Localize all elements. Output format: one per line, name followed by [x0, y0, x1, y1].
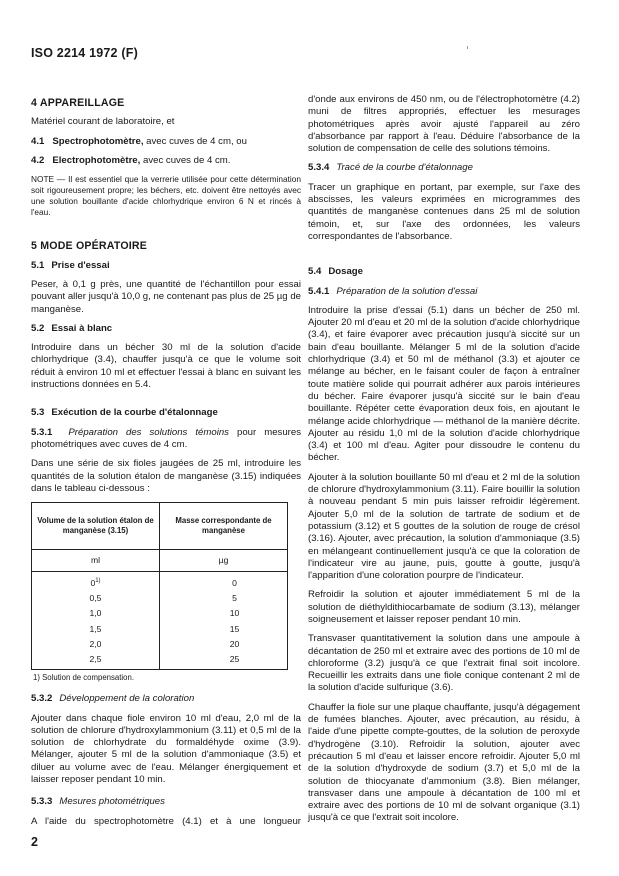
section-5-3-3-number: 5.3.3	[31, 796, 53, 808]
section-4-1-text: avec cuves de 4 cm, ou	[143, 135, 247, 147]
section-5-4-1-title: Préparation de la solution d'essai	[336, 285, 478, 297]
section-5-3-1-lead: pour mesures photométriques avec cuves de 4 cm.	[31, 426, 301, 450]
section-5-4-1-paragraph: Chauffer la fiole sur une plaque chauffante, jusqu'à dégagement de fumées blanches. Ajouter, avec précaution, au résidu, à l'aide d'une pipette compte-gouttes, de la solution de peroxyde d'hydrogène (3.10). Refroidir la solution, ajouter avec précaution 5 ml d'eau et laisser encore refroidir. Ajouter 5,0 ml de la solution d'hydroxyde de sodium (3.7) et 5,0 ml de la solution de thiocyanate d'ammonium (3.8). Bien mélanger, transvaser dans une ampoule à décantation de 100 ml et extraire avec des portions de 10 ml de solvant organique (3.1) jusqu'à ce que l'extrait soit incolore.	[308, 701, 580, 824]
table-cell-mass: 15	[160, 621, 288, 636]
section-4-1	[31, 136, 301, 148]
table-cell-volume: 1,5	[32, 621, 160, 636]
section-5-3-1-title: Préparation des solutions témoins	[68, 426, 229, 438]
section-4-intro: Matériel courant de laboratoire, et	[31, 116, 175, 128]
section-5-3-3-continued: d'onde aux environs de 450 nm, ou de l'électrophotomètre (4.2) muni de filtres appropriés, effectuer les mesurages photométriques après avoir ajusté l'appareil au zéro d'absorbance par rapport à l'eau. Déduire l'absorbance de la solution de compensation de celle des solutions témoins.	[308, 94, 580, 155]
table-row	[32, 652, 288, 670]
section-5-3-2-text: Ajouter dans chaque fiole environ 10 ml d'eau, 2,0 ml de la solution de chlorure d'hydroxylammonium (3.11) et 0,5 ml de la solution de chlorhydrate du formaldéhyde oxime (3.9). Mélanger, ajouter 5 ml de la solution d'ammoniaque (3.5) et diluer au volume avec de l'eau. Mélanger énergiquement et laisser reposer pendant 10 min.	[31, 712, 301, 785]
section-4-1-title: Spectrophotomètre,	[52, 135, 144, 147]
section-5-4-1-number: 5.4.1	[308, 285, 330, 297]
section-5-3-4-heading	[308, 162, 580, 174]
section-5-1-heading	[31, 260, 301, 272]
section-5-3-2-number: 5.3.2	[31, 693, 53, 705]
table-cell-mass: 0	[160, 572, 288, 591]
scan-artifact	[467, 46, 468, 49]
section-5-3-number: 5.3	[31, 407, 45, 419]
section-5-3-1-text: Dans une série de six fioles jaugées de 25 ml, introduire les quantités de la solution étalon de manganèse (3.15) indiquées dans le tableau ci-dessous :	[31, 458, 301, 494]
table-header-volume: Volume de la solution étalon de manganèse (3.15)	[32, 503, 160, 550]
table-row	[32, 572, 288, 591]
section-5-3-heading	[31, 407, 301, 419]
page-number: 2	[31, 835, 38, 849]
table-cell-volume: 2,0	[32, 636, 160, 651]
section-5-4-1-paragraph: Transvaser quantitativement la solution dans une ampoule à décantation de 250 ml et extraire avec des portions de 10 ml de chloroforme (3.2) jusqu'à ce que l'extrait final soit incolore. Recueillir les extraits dans une fiole conique contenant 2 ml de la solution d'acide sulfurique (3.6).	[308, 633, 580, 694]
section-5-3-1	[31, 427, 301, 452]
footnote-marker: 1)	[95, 577, 101, 584]
section-4-2-number: 4.2	[31, 154, 45, 166]
section-5-3-4-number: 5.3.4	[308, 162, 330, 174]
section-5-3-2-heading	[31, 693, 301, 705]
section-5-3-2-title: Développement de la coloration	[59, 693, 195, 705]
section-4-title: 4 APPAREILLAGE	[31, 97, 125, 109]
table-cell-volume: 2,5	[32, 652, 160, 670]
section-5-4-title: Dosage	[328, 266, 363, 278]
table-cell-mass: 20	[160, 636, 288, 651]
section-5-4-1-heading	[308, 286, 580, 298]
volume-value: 0	[90, 577, 96, 588]
table-unit-mass: µg	[160, 550, 288, 572]
table-cell-volume: 0,5	[32, 590, 160, 605]
section-4-2	[31, 155, 301, 167]
table-unit-volume: ml	[32, 550, 160, 572]
table-row	[32, 621, 288, 636]
section-5-1-title: Prise d'essai	[51, 259, 110, 271]
section-5-4-1-paragraph: Refroidir la solution et ajouter immédiatement 5 ml de la solution de diéthyldithiocarbamate de sodium (3.13), mélanger soigneusement et laisser reposer pendant 10 min.	[308, 589, 580, 625]
section-5-title: 5 MODE OPÉRATOIRE	[31, 240, 148, 253]
section-4-2-text: avec cuves de 4 cm.	[140, 154, 231, 166]
table-header-mass: Masse correspondante de manganèse	[160, 503, 288, 550]
section-5-1-number: 5.1	[31, 259, 45, 271]
left-column	[31, 97, 301, 835]
document-header: ISO 2214 1972 (F)	[31, 46, 138, 60]
section-5-4-1-paragraph: Introduire la prise d'essai (5.1) dans un bécher de 250 ml. Ajouter 20 ml d'eau et 20 ml de la solution d'acide chlorhydrique (3.4), et faire évaporer avec précaution jusqu'à siccité sur un bain d'eau bouillante. Mélanger 5 ml de la solution d'acide chlorhydrique (3.4) et 50 ml de méthanol (3.3) et ajouter ce mélange au bécher, en le faisant couler de façon à entraîner toute matière solide qui pourrait adhérer aux parois intérieures du bécher. Faire évaporer jusqu'à siccité sur le bain d'eau bouillante. Répéter cette évaporation deux fois, en ajoutant le mélange acide chlorhydrique — méthanol de la manière décrite. Ajouter au résidu 1,0 ml de la solution d'acide chlorhydrique (3.4) et 100 ml d'eau. Agiter pour dissoudre le contenu du bécher.	[308, 304, 580, 464]
section-5-4-number: 5.4	[308, 266, 322, 278]
table-row	[32, 606, 288, 621]
standard-solutions-table	[31, 502, 288, 670]
section-5-3-4-title: Tracé de la courbe d'étalonnage	[336, 162, 473, 174]
table-row	[32, 590, 288, 605]
section-5-4-1-paragraph: Ajouter à la solution bouillante 50 ml d'eau et 2 ml de la solution de chlorure d'hydroxylammonium (3.11). Faire bouillir la solution à nouveau pendant 5 min puis laisser refroidir légèrement. Ajouter 5,0 ml de la solution de tartrate de sodium et de potassium (3.12) et 5 gouttes de la solution de rouge de crésol (3.16). Ajouter, avec précaution, la solution d'ammoniaque (3.5) en mélangeant continuellement jusqu'à ce que la coloration de l'indicateur vire au jaune, puis, goutte à goutte, jusqu'à l'apparition d'une coloration pourpre de l'indicateur.	[308, 471, 580, 582]
right-column	[308, 94, 580, 832]
section-5-3-4-text: Tracer un graphique en portant, par exemple, sur l'axe des abscisses, les valeurs exprimées en microgrammes des quantités de manganèse contenues dans 25 ml de solution témoin, et, sur l'axe des ordonnées, les valeurs correspondantes de l'absorbance.	[308, 181, 580, 242]
section-5-2-title: Essai à blanc	[51, 322, 113, 334]
table-cell-volume: 1,0	[32, 606, 160, 621]
section-5-3-1-number: 5.3.1	[31, 426, 53, 438]
section-5-4-heading	[308, 266, 580, 278]
section-5-2-text: Introduire dans un bécher 30 ml de la solution d'acide chlorhydrique (3.4), chauffer jusqu'à ce que le volume soit réduit à environ 10 ml et effectuer l'essai à blanc en suivant les instructions données en 5.4.	[31, 342, 301, 391]
section-5-2-number: 5.2	[31, 322, 45, 334]
section-5-3-3-text: A l'aide du spectrophotomètre (4.1) et à une longueur	[31, 815, 301, 827]
section-5-3-3-heading	[31, 796, 301, 808]
section-5-1-text: Peser, à 0,1 g près, une quantité de l'échantillon pour essai pouvant aller jusqu'à 10,0 g, ne contenant pas plus de 25 µg de manganèse.	[31, 278, 301, 315]
section-4-2-title: Electrophotomètre,	[52, 154, 141, 166]
section-4-note: NOTE — Il est essentiel que la verrerie utilisée pour cette détermination soit rigoureusement propre; les béchers, etc. doivent être nettoyés avec une solution bouillante d'acide chlorhydrique environ 6 N et rincés à l'eau.	[31, 174, 301, 217]
table-row	[32, 636, 288, 651]
section-5-2-heading	[31, 323, 301, 335]
section-5-3-3-title: Mesures photométriques	[59, 796, 165, 808]
table-cell-mass: 25	[160, 652, 288, 670]
section-5-3-title: Exécution de la courbe d'étalonnage	[51, 407, 218, 419]
table-cell-mass: 10	[160, 606, 288, 621]
table-cell-mass: 5	[160, 590, 288, 605]
table-footnote: 1) Solution de compensation.	[33, 672, 134, 682]
table-cell-volume	[32, 572, 160, 591]
section-4-1-number: 4.1	[31, 135, 45, 147]
